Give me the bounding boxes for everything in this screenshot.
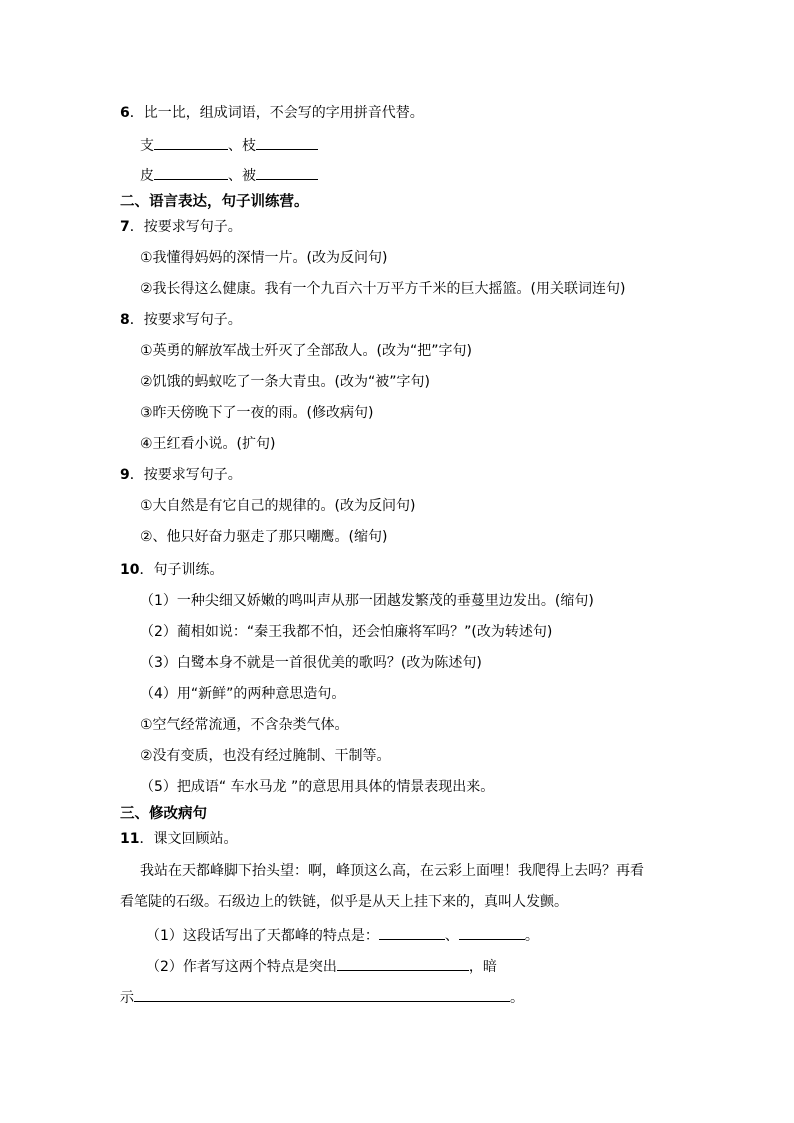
char-pi: 皮 bbox=[140, 168, 154, 184]
word-row-2 bbox=[140, 165, 318, 185]
q7-item-1: ①我懂得妈妈的深情一片。(改为反问句) bbox=[140, 250, 388, 266]
question-number: 7 bbox=[120, 219, 130, 235]
q8-item-2: ②饥饿的蚂蚁吃了一条大青虫。(改为“被”字句) bbox=[140, 374, 430, 390]
question-number: 11 bbox=[120, 831, 140, 847]
question-number: 10 bbox=[120, 562, 140, 578]
question-8 bbox=[120, 311, 242, 329]
answer-blank[interactable] bbox=[379, 925, 445, 940]
question-number: 8 bbox=[120, 312, 130, 328]
answer-blank[interactable] bbox=[337, 956, 469, 971]
question-text: ．按要求写句子。 bbox=[129, 312, 242, 328]
q10-item-3: （3）白鹭本身不就是一首很优美的歌吗？(改为陈述句) bbox=[140, 655, 482, 671]
q10-item-2: （2）蔺相如说：“秦王我都不怕，还会怕廉将军吗？”(改为转述句) bbox=[140, 624, 553, 640]
answer-blank[interactable] bbox=[459, 925, 525, 940]
q8-item-3: ③昨天傍晚下了一夜的雨。(修改病句) bbox=[140, 405, 374, 421]
separator: 、 bbox=[228, 138, 242, 154]
question-text: ．按要求写句子。 bbox=[129, 219, 242, 235]
q11-sub-2 bbox=[146, 956, 497, 976]
q9-item-1: ①大自然是有它自己的规律的。(改为反问句) bbox=[140, 498, 416, 514]
q7-item-2: ②我长得这么健康。我有一个九百六十万平方千米的巨大摇篮。(用关联词连句) bbox=[140, 281, 626, 297]
char-zhi-branch: 枝 bbox=[242, 138, 256, 154]
answer-blank[interactable] bbox=[256, 135, 318, 150]
section-3-title: 三、修改病句 bbox=[120, 806, 207, 822]
q10-item-1: （1）一种尖细又娇嫩的鸣叫声从那一团越发繁茂的垂蔓里边发出。(缩句) bbox=[140, 593, 594, 609]
question-10 bbox=[120, 561, 223, 579]
sub-question-text: 示 bbox=[120, 990, 134, 1006]
word-row-1 bbox=[140, 135, 318, 155]
period: 。 bbox=[524, 928, 539, 944]
question-text: ．课文回顾站。 bbox=[139, 831, 238, 847]
question-number: 9 bbox=[120, 467, 130, 483]
q11-sub-2-cont bbox=[120, 987, 524, 1007]
question-6 bbox=[120, 104, 424, 122]
q8-item-1: ①英勇的解放军战士歼灭了全部敌人。(改为“把”字句) bbox=[140, 343, 472, 359]
answer-blank[interactable] bbox=[154, 165, 228, 180]
q10-item-7: （5）把成语“ 车水马龙 ”的意思用具体的情景表现出来。 bbox=[140, 779, 495, 795]
q8-item-4: ④王红看小说。(扩句) bbox=[140, 436, 276, 452]
char-bei: 被 bbox=[242, 168, 256, 184]
sub-question-text: （1）这段话写出了天都峰的特点是： bbox=[146, 928, 379, 944]
question-number: 6 bbox=[120, 105, 130, 121]
answer-blank[interactable] bbox=[256, 165, 318, 180]
question-11 bbox=[120, 830, 237, 848]
answer-blank[interactable] bbox=[134, 987, 510, 1002]
sub-question-text: （2）作者写这两个特点是突出 bbox=[146, 959, 337, 975]
answer-blank[interactable] bbox=[154, 135, 228, 150]
q11-sub-1 bbox=[146, 925, 539, 945]
q10-item-4: （4）用“新鲜”的两种意思造句。 bbox=[140, 686, 346, 702]
char-zhi: 支 bbox=[140, 138, 154, 154]
question-9 bbox=[120, 466, 242, 484]
question-text: ．按要求写句子。 bbox=[129, 467, 242, 483]
separator: 、 bbox=[444, 928, 459, 944]
question-7 bbox=[120, 218, 242, 236]
section-2-title: 二、语言表达，句子训练营。 bbox=[120, 194, 309, 210]
passage-line-2: 看笔陡的石级。石级边上的铁链，似乎是从天上挂下来的，真叫人发颤。 bbox=[120, 894, 568, 910]
q10-item-5: ①空气经常流通，不含杂类气体。 bbox=[140, 717, 349, 733]
passage-line-1: 我站在天都峰脚下抬头望：啊，峰顶这么高，在云彩上面哩！我爬得上去吗？再看 bbox=[140, 863, 644, 879]
period: 。 bbox=[510, 990, 524, 1006]
separator: 、 bbox=[228, 168, 242, 184]
question-text: ．比一比，组成词语，不会写的字用拼音代替。 bbox=[129, 105, 424, 121]
sub-question-text: ，暗 bbox=[468, 959, 497, 975]
q10-item-6: ②没有变质，也没有经过腌制、干制等。 bbox=[140, 748, 391, 764]
q9-item-2: ②、他只好奋力驱走了那只嘲鹰。(缩句) bbox=[140, 529, 388, 545]
question-text: ．句子训练。 bbox=[139, 562, 224, 578]
